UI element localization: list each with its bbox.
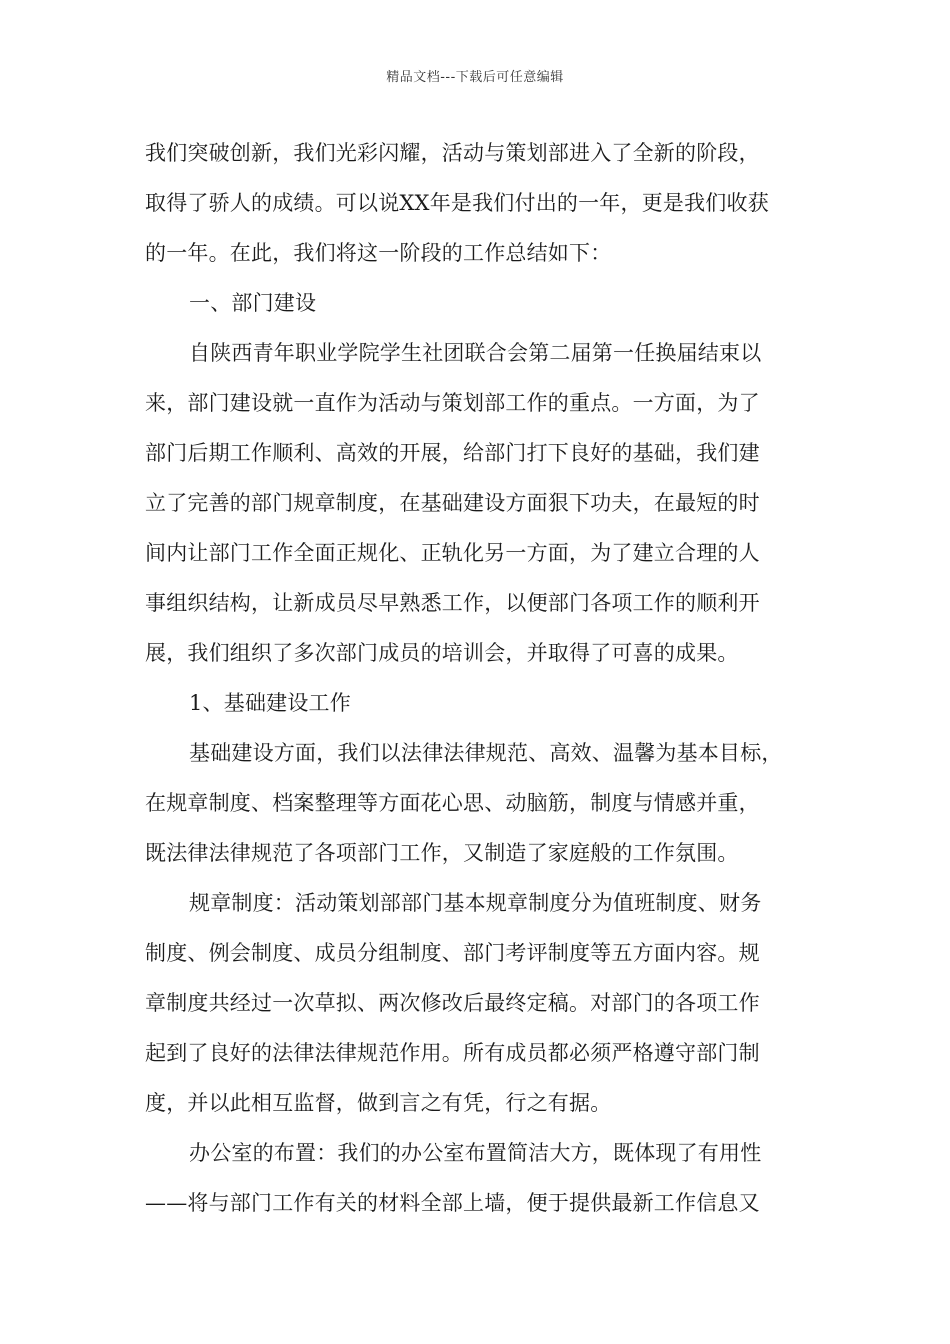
body-line: 基础建设方面，我们以法律法律规范、高效、温馨为基本目标， [189,741,783,765]
body-line: 来，部门建设就一直作为活动与策划部工作的重点。一方面，为了 [145,391,760,415]
body-line: 起到了良好的法律法律规范作用。所有成员都必须严格遵守部门制 [145,1041,760,1065]
section-heading: 一、部门建设 [189,291,317,315]
body-line: 在规章制度、档案整理等方面花心思、动脑筋，制度与情感并重， [145,791,760,815]
body-line: 取得了骄人的成绩。可以说XX年是我们付出的一年，更是我们收获 [145,191,769,215]
body-line: 展，我们组织了多次部门成员的培训会，并取得了可喜的成果。 [145,641,739,665]
body-line: 制度、例会制度、成员分组制度、部门考评制度等五方面内容。规 [145,941,760,965]
page-header: 精品文档---下载后可任意编辑 [386,70,564,85]
body-line: 度，并以此相互监督，做到言之有凭，行之有据。 [145,1091,612,1115]
body-line: 既法律法律规范了各项部门工作，又制造了家庭般的工作氛围。 [145,841,739,865]
body-line: 自陕西青年职业学院学生社团联合会第二届第一任换届结束以 [189,341,762,365]
body-line: 立了完善的部门规章制度，在基础建设方面狠下功夫，在最短的时 [145,491,760,515]
body-line: 规章制度：活动策划部部门基本规章制度分为值班制度、财务 [189,891,762,915]
body-line: 部门后期工作顺利、高效的开展，给部门打下良好的基础，我们建 [145,441,760,465]
body-line: 事组织结构，让新成员尽早熟悉工作，以便部门各项工作的顺利开 [145,591,760,615]
body-line: 的一年。在此，我们将这一阶段的工作总结如下： [145,241,612,265]
document-body [145,128,807,1228]
subsection-heading: 1、基础建设工作 [189,691,351,715]
body-line: 办公室的布置：我们的办公室布置简洁大方，既体现了有用性 [189,1141,762,1165]
body-line: ——将与部门工作有关的材料全部上墙，便于提供最新工作信息又 [145,1191,760,1215]
body-line: 间内让部门工作全面正规化、正轨化另一方面，为了建立合理的人 [145,541,760,565]
body-line: 我们突破创新，我们光彩闪耀，活动与策划部进入了全新的阶段， [145,141,760,165]
body-line: 章制度共经过一次草拟、两次修改后最终定稿。对部门的各项工作 [145,991,760,1015]
